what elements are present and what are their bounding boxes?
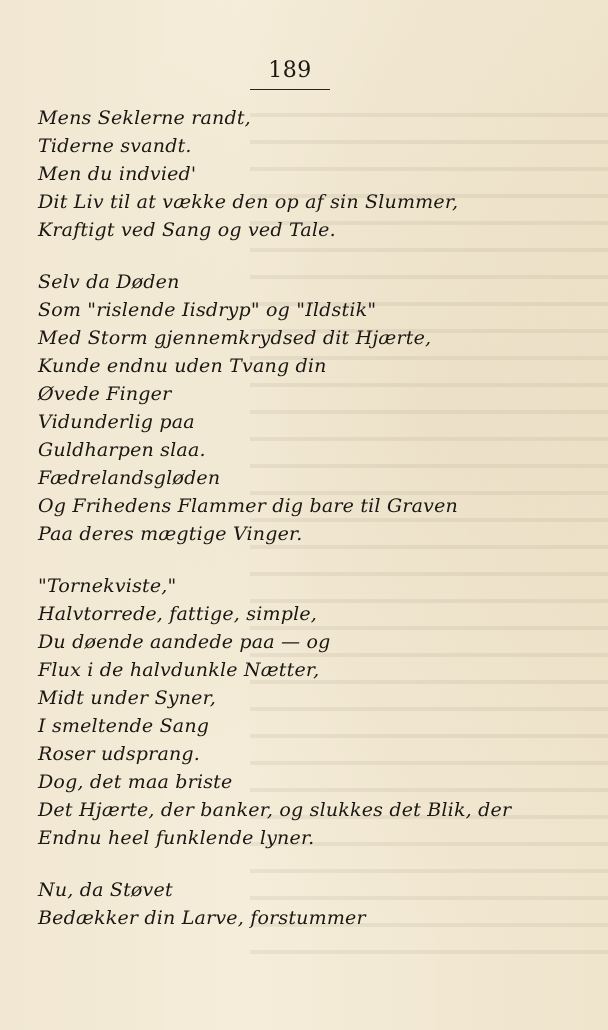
poem-line: Endnu heel funklende lyner. (38, 827, 315, 849)
poem-line: "Tornekviste," (38, 575, 177, 597)
poem-line: Øvede Finger (38, 383, 172, 405)
poem-line: Kraftigt ved Sang og ved Tale. (38, 219, 336, 241)
poem-line: Som "rislende Iisdryp" og "Ildstik" (38, 299, 377, 321)
poem-line: Guldharpen slaa. (38, 439, 206, 461)
stanza-3 (38, 572, 578, 852)
poem-line: I smeltende Sang (38, 715, 210, 737)
stanza-2 (38, 268, 578, 548)
poem-line: Vidunderlig paa (38, 411, 195, 433)
page-number-rule (250, 89, 330, 90)
poem-line: Bedækker din Larve, forstummer (38, 907, 366, 929)
poem-line: Kunde endnu uden Tvang din (38, 355, 327, 377)
poem-line: Selv da Døden (38, 271, 180, 293)
stanza-4 (38, 876, 578, 932)
poem-line: Og Frihedens Flammer dig bare til Graven (38, 495, 458, 517)
poem-line: Roser udsprang. (38, 743, 201, 765)
poem-line: Mens Seklerne randt, (38, 107, 251, 129)
page-number: 189 (268, 58, 312, 83)
poem-line: Med Storm gjennemkrydsed dit Hjærte, (38, 327, 432, 349)
poem-line: Halvtorrede, fattige, simple, (38, 603, 318, 625)
poem-line: Midt under Syner, (38, 687, 217, 709)
poem-line: Dog, det maa briste (38, 771, 233, 793)
poem-line: Det Hjærte, der banker, og slukkes det Blik, der (38, 799, 512, 821)
poem-line: Tiderne svandt. (38, 135, 192, 157)
poem-body (38, 104, 578, 956)
poem-line: Flux i de halvdunkle Nætter, (38, 659, 320, 681)
poem-line: Nu, da Støvet (38, 879, 173, 901)
stanza-1 (38, 104, 578, 244)
poem-line: Dit Liv til at vække den op af sin Slummer, (38, 191, 459, 213)
poem-line: Men du indvied' (38, 163, 197, 185)
poem-line: Fædrelandsgløden (38, 467, 221, 489)
poem-line: Du døende aandede paa — og (38, 631, 331, 653)
poem-line: Paa deres mægtige Vinger. (38, 523, 303, 545)
